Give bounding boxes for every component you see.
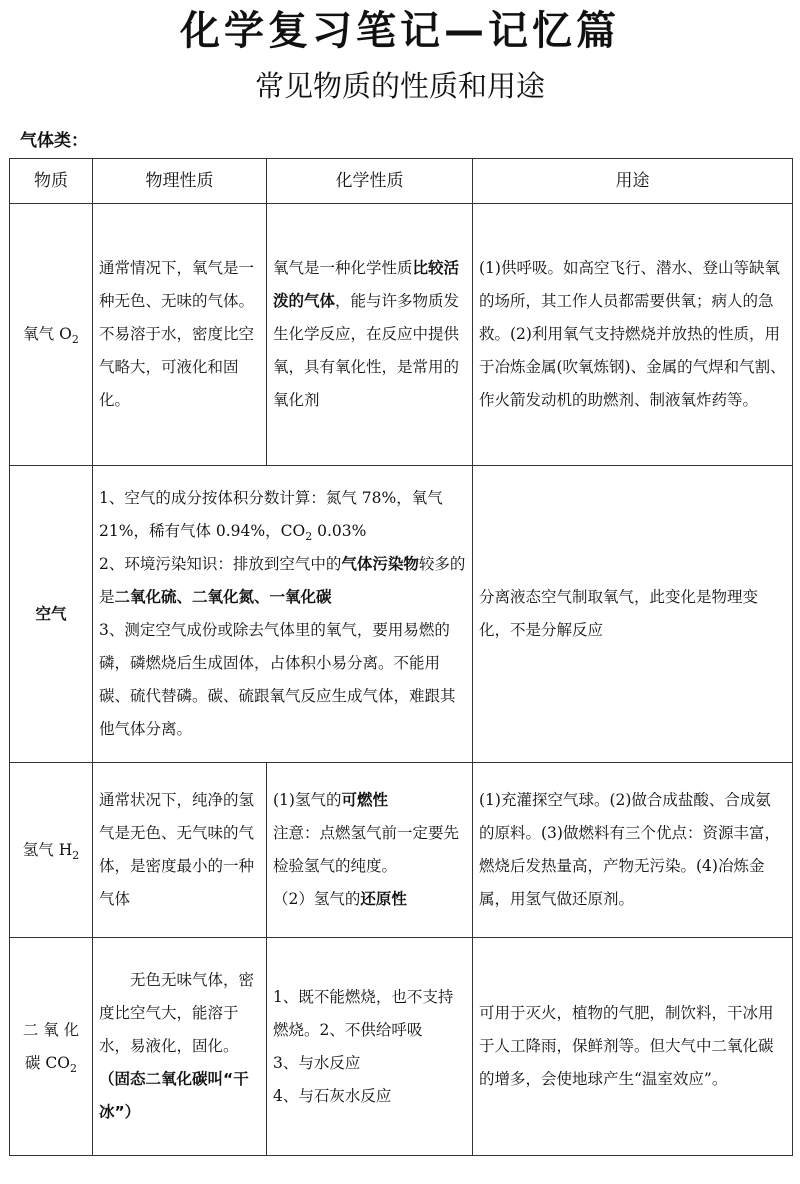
- page-title: 化学复习笔记—记忆篇: [180, 8, 620, 54]
- hydrogen-chemical: (1)氢气的可燃性 注意：点燃氢气前一定要先检验氢气的纯度。 （2）氢气的还原性: [267, 763, 473, 938]
- hydrogen-physical: 通常状况下，纯净的氢气是无色、无气味的气体，是密度最小的一种气体: [93, 763, 267, 938]
- air-composition: 1、空气的成分按体积分数计算：氮气 78%，氧气 21%，稀有气体 0.94%，$CO_2$ 0.03%: [99, 489, 443, 544]
- oxygen-physical: 通常情况下，氧气是一种无色、无味的气体。不易溶于水，密度比空气略大，可液化和固化。: [93, 204, 267, 466]
- header-use: 用途: [473, 159, 793, 204]
- page-subtitle: 常见物质的性质和用途: [254, 69, 545, 103]
- air-use: 分离液态空气制取氧气，此变化是物理变化，不是分解反应: [473, 466, 793, 763]
- header-physical: 物理性质: [93, 159, 267, 204]
- oxygen-use: (1)供呼吸。如高空飞行、潜水、登山等缺氧的场所，其工作人员都需要供氧；病人的急救。(2)利用氧气支持燃烧并放热的性质，用于冶炼金属(吹氧炼钢)、金属的气焊和气割、作火箭发动机的助燃剂、制液氧炸药等。: [473, 204, 793, 466]
- hydrogen-use: (1)充灌探空气球。(2)做合成盐酸、合成氨的原料。(3)做燃料有三个优点：资源丰富，燃烧后发热量高，产物无污染。(4)冶炼金属，用氢气做还原剂。: [473, 763, 793, 938]
- substance-oxygen: 氧气 $O_2$: [10, 204, 93, 466]
- table-header-row: [10, 159, 793, 204]
- substance-air: 空气: [10, 466, 93, 763]
- co2-use: 可用于灭火，植物的气肥，制饮料，干冰用于人工降雨，保鲜剂等。但大气中二氧化碳的增多，会使地球产生“温室效应”。: [473, 938, 793, 1156]
- properties-table: [9, 158, 793, 1156]
- table-row-hydrogen: [10, 763, 793, 938]
- oxygen-chemical: 氧气是一种化学性质比较活泼的气体，能与许多物质发生化学反应，在反应中提供氧，具有氧化性，是常用的氧化剂: [267, 204, 473, 466]
- co2-chemical: 1、既不能燃烧，也不支持燃烧。2、不供给呼吸 3、与水反应 4、与石灰水反应: [267, 938, 473, 1156]
- air-measurement: 3、测定空气成份或除去气体里的氧气，要用易燃的磷，磷燃烧后生成固体，占体积小易分离。不能用碳、硫代替磷。碳、硫跟氧气反应生成气体，难跟其他气体分离。: [99, 621, 456, 738]
- air-pollution: 2、环境污染知识：排放到空气中的气体污染物较多的是二氧化硫、二氧化氮、一氧化碳: [99, 555, 466, 606]
- substance-hydrogen: 氢气 $H_2$: [10, 763, 93, 938]
- air-properties: [93, 466, 473, 763]
- co2-physical: 无色无味气体，密度比空气大，能溶于水，易液化，固化。 （固态二氧化碳叫“干冰”）: [93, 938, 267, 1156]
- table-row-air: [10, 466, 793, 763]
- substance-co2: 二 氧 化 碳 $CO_2$: [10, 938, 93, 1156]
- table-row-co2: [10, 938, 793, 1156]
- header-substance: 物质: [10, 159, 93, 204]
- header-chemical: 化学性质: [267, 159, 473, 204]
- section-label: 气体类：: [20, 131, 88, 151]
- table-row-oxygen: [10, 204, 793, 466]
